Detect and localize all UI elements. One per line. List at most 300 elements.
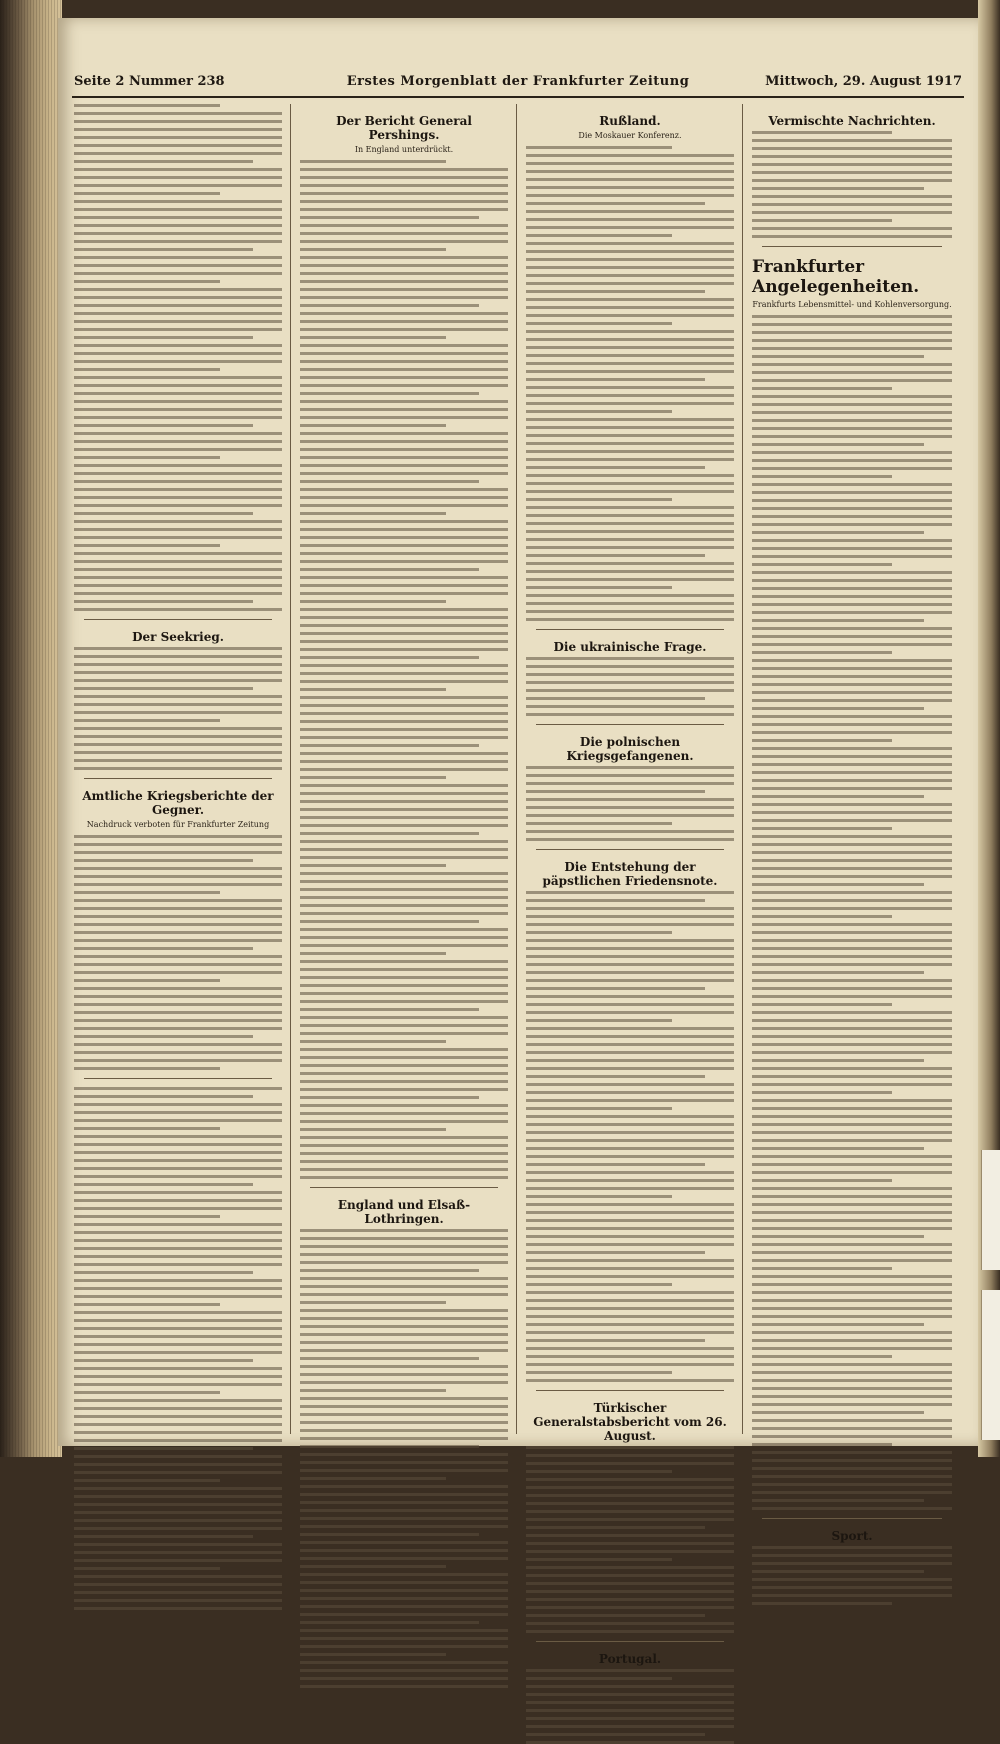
text-line	[300, 376, 508, 379]
text-line	[752, 1003, 892, 1006]
text-line	[74, 711, 282, 714]
text-line	[300, 768, 508, 771]
text-line	[526, 1669, 734, 1672]
text-line	[300, 544, 508, 547]
text-line	[752, 1283, 952, 1286]
text-line	[300, 872, 508, 875]
text-line	[74, 923, 282, 926]
text-line	[74, 576, 282, 579]
text-line	[300, 1541, 508, 1544]
text-line	[74, 216, 282, 219]
text-line	[526, 594, 734, 597]
text-line	[300, 424, 446, 427]
text-line	[300, 1285, 508, 1288]
text-line	[526, 1091, 734, 1094]
text-line	[300, 488, 508, 491]
text-line	[526, 1283, 672, 1286]
text-line	[526, 806, 734, 809]
text-line	[300, 536, 508, 539]
text-line	[526, 1590, 734, 1593]
text-line	[300, 1373, 508, 1376]
text-line	[752, 899, 952, 902]
text-line	[74, 1199, 282, 1202]
text-line	[526, 979, 734, 982]
text-line	[74, 1319, 282, 1322]
text-line	[752, 891, 952, 894]
text-line	[74, 859, 253, 862]
text-line	[300, 416, 508, 419]
text-line	[752, 971, 924, 974]
text-line	[526, 1259, 734, 1262]
text-line	[526, 386, 734, 389]
text-line	[526, 1227, 734, 1230]
text-line	[526, 162, 734, 165]
text-line	[300, 1397, 508, 1400]
text-line	[752, 731, 952, 734]
text-line	[300, 168, 508, 171]
text-line	[526, 1598, 734, 1601]
text-line	[526, 354, 734, 357]
text-line	[300, 1605, 508, 1608]
text-line	[74, 224, 282, 227]
text-line	[752, 827, 892, 830]
text-line	[526, 1363, 734, 1366]
text-line	[300, 600, 446, 603]
text-line	[526, 1454, 734, 1457]
text-line	[300, 1317, 508, 1320]
text-line	[300, 1461, 508, 1464]
text-line	[300, 960, 508, 963]
text-line	[74, 1487, 282, 1490]
text-line	[74, 1303, 220, 1306]
text-line	[74, 1311, 282, 1314]
article-separator	[536, 1390, 724, 1391]
text-line	[752, 163, 952, 166]
text-line	[752, 627, 952, 630]
text-line	[74, 400, 282, 403]
text-line	[752, 947, 952, 950]
article-heading: Portugal.	[598, 1652, 662, 1666]
text-line	[300, 1056, 508, 1059]
text-line	[74, 312, 282, 315]
article-body	[526, 657, 734, 716]
text-line	[74, 1583, 282, 1586]
article-heading: Die ukrainische Frage.	[553, 640, 707, 654]
text-line	[526, 838, 734, 841]
article-separator	[536, 724, 724, 725]
text-line	[752, 1546, 952, 1549]
text-line	[526, 1701, 734, 1704]
text-line	[526, 1486, 734, 1489]
text-line	[74, 296, 282, 299]
text-line	[752, 1291, 952, 1294]
text-line	[752, 1347, 952, 1350]
text-line	[74, 1239, 282, 1242]
text-line	[300, 1293, 508, 1296]
text-line	[300, 1365, 508, 1368]
text-line	[74, 320, 282, 323]
text-line	[300, 696, 508, 699]
text-line	[752, 811, 952, 814]
text-line	[752, 979, 952, 982]
text-line	[752, 1243, 952, 1246]
text-line	[74, 663, 282, 666]
text-line	[300, 1176, 508, 1179]
text-line	[300, 856, 508, 859]
text-line	[300, 208, 508, 211]
text-line	[300, 968, 508, 971]
text-line	[752, 1227, 952, 1230]
text-line	[752, 1259, 952, 1262]
article	[526, 1652, 734, 1744]
text-line	[526, 1323, 734, 1326]
text-line	[752, 859, 952, 862]
text-line	[526, 1123, 734, 1126]
text-line	[74, 655, 282, 658]
text-line	[526, 1243, 734, 1246]
text-line	[300, 1533, 479, 1536]
text-line	[526, 1195, 672, 1198]
text-line	[526, 218, 734, 221]
text-line	[752, 915, 892, 918]
text-line	[300, 832, 479, 835]
text-line	[526, 1291, 734, 1294]
text-line	[74, 168, 282, 171]
text-line	[526, 1115, 734, 1118]
text-line	[752, 1331, 952, 1334]
text-line	[752, 699, 952, 702]
text-line	[526, 338, 734, 341]
text-line	[752, 1499, 924, 1502]
text-line	[526, 1614, 705, 1617]
text-line	[752, 987, 952, 990]
text-line	[74, 1067, 220, 1070]
text-line	[752, 771, 952, 774]
text-line	[300, 296, 508, 299]
text-line	[752, 923, 952, 926]
article-separator	[84, 778, 272, 779]
text-line	[752, 1315, 952, 1318]
text-line	[752, 187, 924, 190]
text-line	[752, 523, 952, 526]
text-line	[300, 672, 508, 675]
text-line	[752, 1578, 952, 1581]
text-line	[74, 1495, 282, 1498]
text-line	[74, 128, 282, 131]
text-line	[300, 320, 508, 323]
text-line	[526, 955, 734, 958]
text-line	[74, 899, 282, 902]
text-line	[526, 1558, 672, 1561]
text-line	[752, 1171, 952, 1174]
text-line	[74, 743, 282, 746]
text-line	[74, 987, 282, 990]
text-line	[752, 1059, 924, 1062]
text-line	[526, 450, 734, 453]
article-body	[300, 160, 508, 1179]
text-line	[752, 1419, 952, 1422]
text-line	[300, 1613, 508, 1616]
text-line	[74, 767, 282, 770]
column-1	[74, 104, 282, 1444]
text-line	[752, 843, 952, 846]
text-line	[74, 1423, 282, 1426]
text-line	[300, 1301, 446, 1304]
text-line	[300, 864, 446, 867]
text-line	[526, 1139, 734, 1142]
text-line	[300, 312, 508, 315]
text-line	[526, 586, 672, 589]
text-line	[300, 368, 508, 371]
text-line	[74, 1191, 282, 1194]
text-line	[300, 1453, 508, 1456]
text-line	[74, 1551, 282, 1554]
text-line	[74, 1439, 282, 1442]
text-line	[526, 298, 734, 301]
text-line	[300, 1389, 446, 1392]
text-line	[74, 1095, 253, 1098]
text-line	[300, 1637, 508, 1640]
page-number: Seite 2 Nummer 238	[74, 74, 225, 89]
text-line	[752, 403, 952, 406]
article-heading: Frankfurter Angelegenheiten.	[752, 257, 920, 297]
text-line	[752, 715, 952, 718]
text-line	[300, 1557, 508, 1560]
text-line	[300, 472, 508, 475]
text-line	[526, 774, 734, 777]
article-heading: Der Seekrieg.	[132, 630, 224, 644]
text-line	[526, 186, 734, 189]
text-line	[74, 528, 282, 531]
text-line	[300, 1469, 508, 1472]
text-line	[74, 600, 253, 603]
text-line	[752, 1067, 952, 1070]
article	[300, 1198, 508, 1688]
text-line	[300, 1621, 479, 1624]
text-line	[526, 538, 734, 541]
text-line	[74, 1399, 282, 1402]
text-line	[526, 1067, 734, 1070]
text-line	[752, 1602, 892, 1605]
text-line	[752, 1083, 952, 1086]
text-line	[752, 755, 952, 758]
text-line	[74, 963, 282, 966]
text-line	[74, 328, 282, 331]
text-line	[752, 803, 952, 806]
text-line	[74, 1447, 253, 1450]
text-line	[74, 1043, 282, 1046]
text-line	[300, 184, 508, 187]
text-line	[74, 1527, 282, 1530]
text-line	[74, 456, 220, 459]
text-line	[74, 496, 282, 499]
text-line	[752, 1355, 892, 1358]
text-line	[300, 688, 446, 691]
text-line	[300, 352, 508, 355]
text-line	[74, 384, 282, 387]
text-line	[526, 618, 734, 621]
article-separator	[536, 629, 724, 630]
text-line	[526, 1083, 734, 1086]
text-line	[752, 451, 952, 454]
article-body	[526, 766, 734, 841]
text-line	[526, 546, 734, 549]
article	[752, 257, 952, 1519]
text-line	[752, 1147, 924, 1150]
article-body	[74, 835, 282, 1070]
text-line	[300, 984, 508, 987]
text-line	[300, 712, 508, 715]
text-line	[752, 643, 952, 646]
text-line	[74, 352, 282, 355]
text-line	[74, 1019, 282, 1022]
article-body	[526, 891, 734, 1382]
text-line	[752, 1115, 952, 1118]
text-line	[526, 1574, 734, 1577]
text-line	[74, 1351, 282, 1354]
text-line	[752, 619, 924, 622]
text-line	[752, 515, 952, 518]
text-line	[300, 408, 508, 411]
text-line	[526, 1003, 734, 1006]
text-line	[74, 136, 282, 139]
article-body	[752, 131, 952, 238]
text-line	[300, 1048, 508, 1051]
text-line	[526, 971, 734, 974]
text-line	[526, 282, 734, 285]
text-line	[526, 1622, 734, 1625]
text-line	[300, 1088, 508, 1091]
text-line	[752, 739, 892, 742]
text-line	[74, 360, 282, 363]
text-line	[300, 232, 508, 235]
text-line	[300, 520, 508, 523]
text-line	[526, 202, 705, 205]
text-line	[300, 1509, 508, 1512]
text-line	[300, 704, 508, 707]
text-line	[526, 306, 734, 309]
text-line	[74, 416, 282, 419]
text-line	[74, 1103, 282, 1106]
text-line	[300, 1269, 479, 1272]
text-line	[300, 1104, 508, 1107]
text-line	[526, 226, 734, 229]
article	[74, 630, 282, 779]
text-line	[74, 851, 282, 854]
text-line	[74, 160, 253, 163]
text-line	[752, 435, 952, 438]
text-line	[74, 464, 282, 467]
text-line	[74, 1519, 282, 1522]
text-line	[300, 464, 508, 467]
newspaper-title: Erstes Morgenblatt der Frankfurter Zeitung	[346, 74, 690, 89]
text-line	[74, 1111, 282, 1114]
folded-insert	[981, 1290, 1000, 1440]
text-line	[752, 427, 952, 430]
text-line	[526, 1155, 734, 1158]
text-line	[74, 1479, 220, 1482]
text-line	[526, 562, 734, 565]
text-line	[300, 1128, 446, 1131]
text-line	[300, 760, 508, 763]
text-line	[526, 474, 734, 477]
text-line	[300, 528, 508, 531]
text-line	[526, 1582, 734, 1585]
text-line	[526, 1131, 734, 1134]
text-line	[526, 530, 734, 533]
text-line	[752, 475, 892, 478]
text-line	[752, 563, 892, 566]
text-line	[74, 1599, 282, 1602]
text-line	[74, 1575, 282, 1578]
text-line	[74, 512, 253, 515]
text-line	[752, 875, 952, 878]
text-line	[300, 816, 508, 819]
text-line	[300, 904, 508, 907]
text-line	[74, 1167, 282, 1170]
text-line	[526, 790, 705, 793]
text-line	[74, 1287, 282, 1290]
text-line	[526, 963, 734, 966]
text-line	[526, 1035, 734, 1038]
text-line	[526, 178, 734, 181]
text-line	[300, 552, 508, 555]
text-line	[526, 610, 734, 613]
text-line	[300, 720, 508, 723]
text-line	[300, 1629, 508, 1632]
article	[74, 104, 282, 620]
text-line	[300, 1000, 508, 1003]
text-line	[752, 1195, 952, 1198]
text-line	[752, 691, 952, 694]
text-line	[74, 1607, 282, 1610]
text-line	[74, 1059, 282, 1062]
text-line	[752, 315, 952, 318]
text-line	[74, 995, 282, 998]
text-line	[526, 410, 672, 413]
text-line	[74, 568, 282, 571]
text-line	[752, 195, 952, 198]
text-line	[526, 1446, 734, 1449]
column-4	[752, 104, 952, 1543]
text-line	[300, 1645, 508, 1648]
text-line	[74, 1119, 282, 1122]
text-line	[752, 131, 892, 134]
text-line	[526, 1315, 734, 1318]
text-line	[74, 727, 282, 730]
text-line	[752, 1435, 952, 1438]
text-line	[752, 1051, 952, 1054]
text-line	[526, 210, 734, 213]
text-line	[300, 1261, 508, 1264]
text-line	[74, 979, 220, 982]
text-line	[300, 1661, 508, 1664]
text-line	[752, 1275, 952, 1278]
text-line	[526, 458, 734, 461]
text-line	[752, 603, 952, 606]
article-subheading: Die Moskauer Konferenz.	[578, 131, 682, 140]
text-line	[526, 442, 734, 445]
text-line	[526, 705, 734, 708]
text-line	[300, 1080, 508, 1083]
text-line	[300, 1677, 508, 1680]
text-line	[74, 584, 282, 587]
text-line	[526, 378, 705, 381]
text-line	[752, 1427, 952, 1430]
text-line	[74, 144, 282, 147]
text-line	[300, 432, 508, 435]
text-line	[752, 1131, 952, 1134]
